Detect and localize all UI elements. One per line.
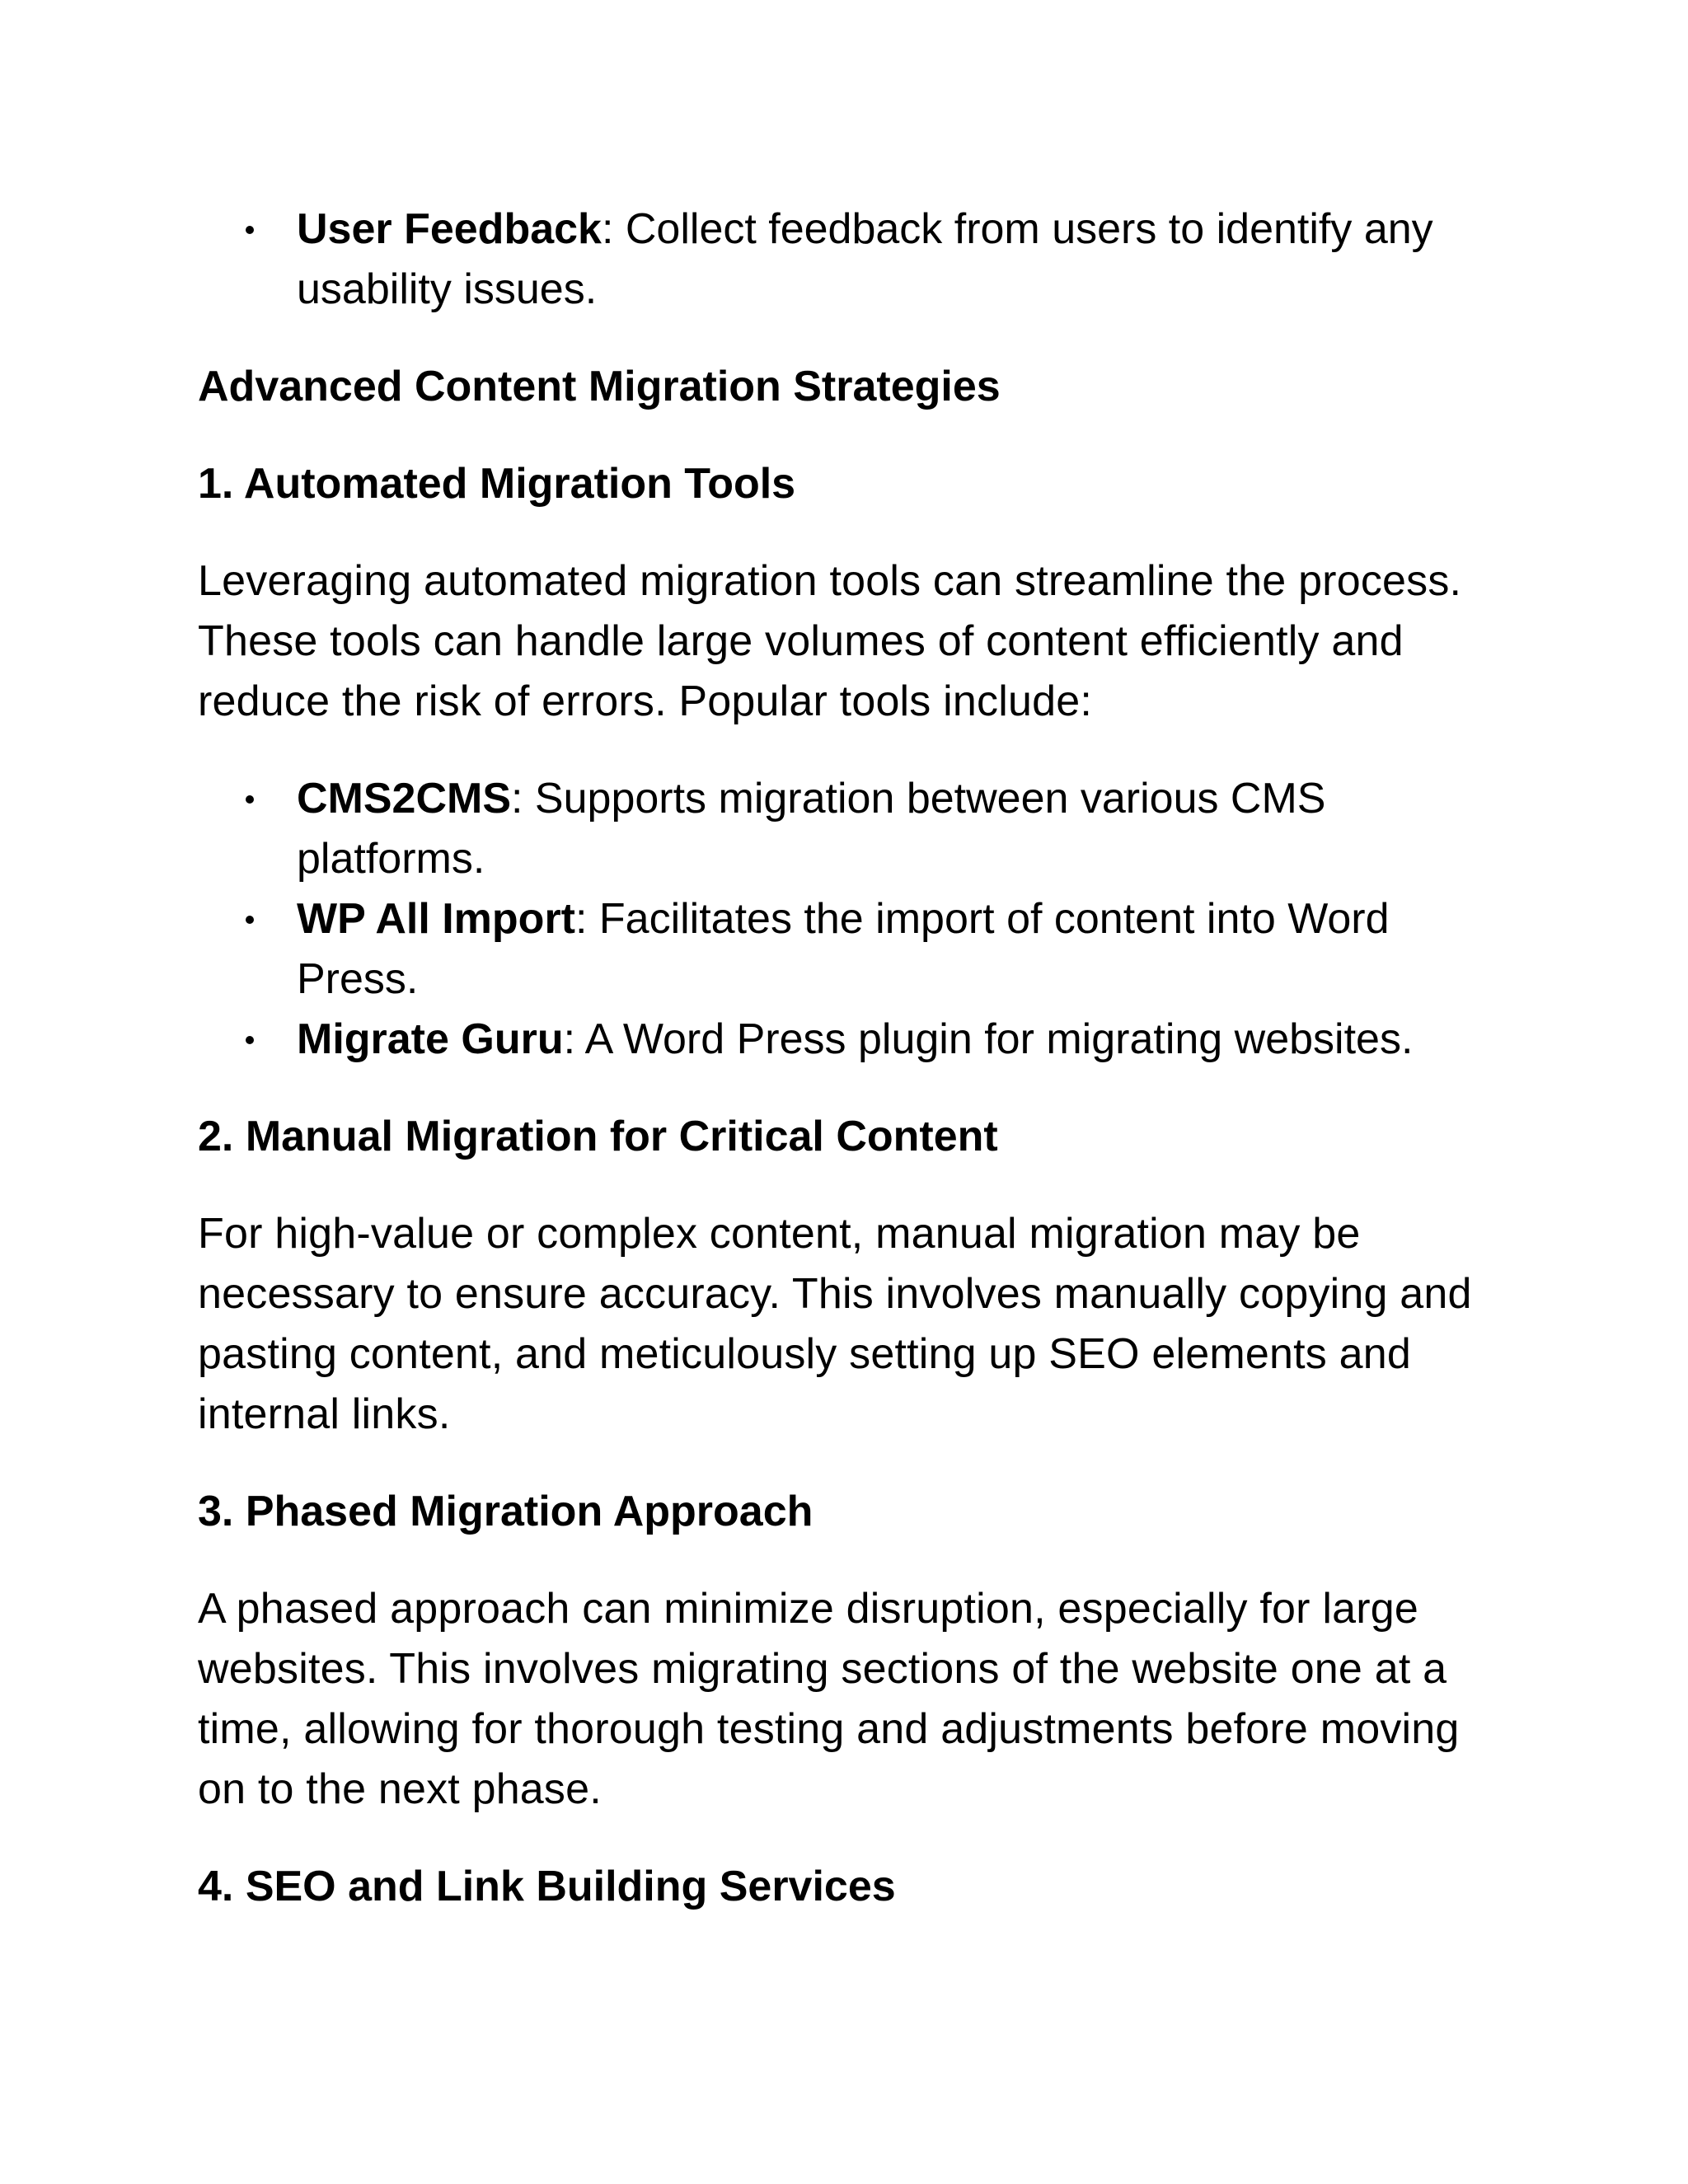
feedback-list (198, 199, 1517, 320)
list-item-desc: : Facilitates the import of content into Word Press. (297, 895, 1390, 1003)
heading-seo-link-building: 4. SEO and Link Building Services (198, 1863, 896, 1910)
list-item-term: WP All Import (297, 895, 575, 943)
list-item-desc: : Supports migration between various CMS platforms. (297, 775, 1326, 883)
list-item (198, 199, 1517, 320)
paragraph-phased-migration: A phased approach can minimize disruption, especially for large websites. This involves migrating sections of the website one at a time, allowing for thorough testing and adjustments before moving on to the next phase. (198, 1585, 1460, 1813)
heading-manual-migration: 2. Manual Migration for Critical Content (198, 1113, 998, 1160)
list-item-term: User Feedback (297, 205, 602, 253)
section-title: Advanced Content Migration Strategies (198, 363, 1001, 410)
heading-phased-migration: 3. Phased Migration Approach (198, 1488, 814, 1535)
tools-list (198, 769, 1517, 1070)
bullet-icon (246, 916, 254, 924)
bullet-icon (246, 1036, 254, 1044)
heading-automated-migration-tools: 1. Automated Migration Tools (198, 460, 796, 508)
list-item-desc: : A Word Press plugin for migrating websites. (563, 1015, 1414, 1063)
list-item-term: CMS2CMS (297, 775, 512, 823)
list-item (198, 769, 1517, 889)
bullet-icon (246, 226, 254, 234)
list-item-term: Migrate Guru (297, 1015, 564, 1063)
paragraph-automated-tools: Leveraging automated migration tools can streamline the process. These tools can handle large volumes of content efficiently and reduce the risk of errors. Popular tools include: (198, 557, 1462, 725)
document-content (198, 199, 1517, 1917)
list-item (198, 1010, 1517, 1070)
list-item-desc: : Collect feedback from users to identify any usability issues. (297, 205, 1433, 313)
paragraph-manual-migration: For high-value or complex content, manual migration may be necessary to ensure accuracy. This involves manually copying and pasting content, and meticulously setting up SEO elements and internal links. (198, 1210, 1472, 1438)
bullet-icon (246, 795, 254, 804)
list-item (198, 889, 1517, 1010)
